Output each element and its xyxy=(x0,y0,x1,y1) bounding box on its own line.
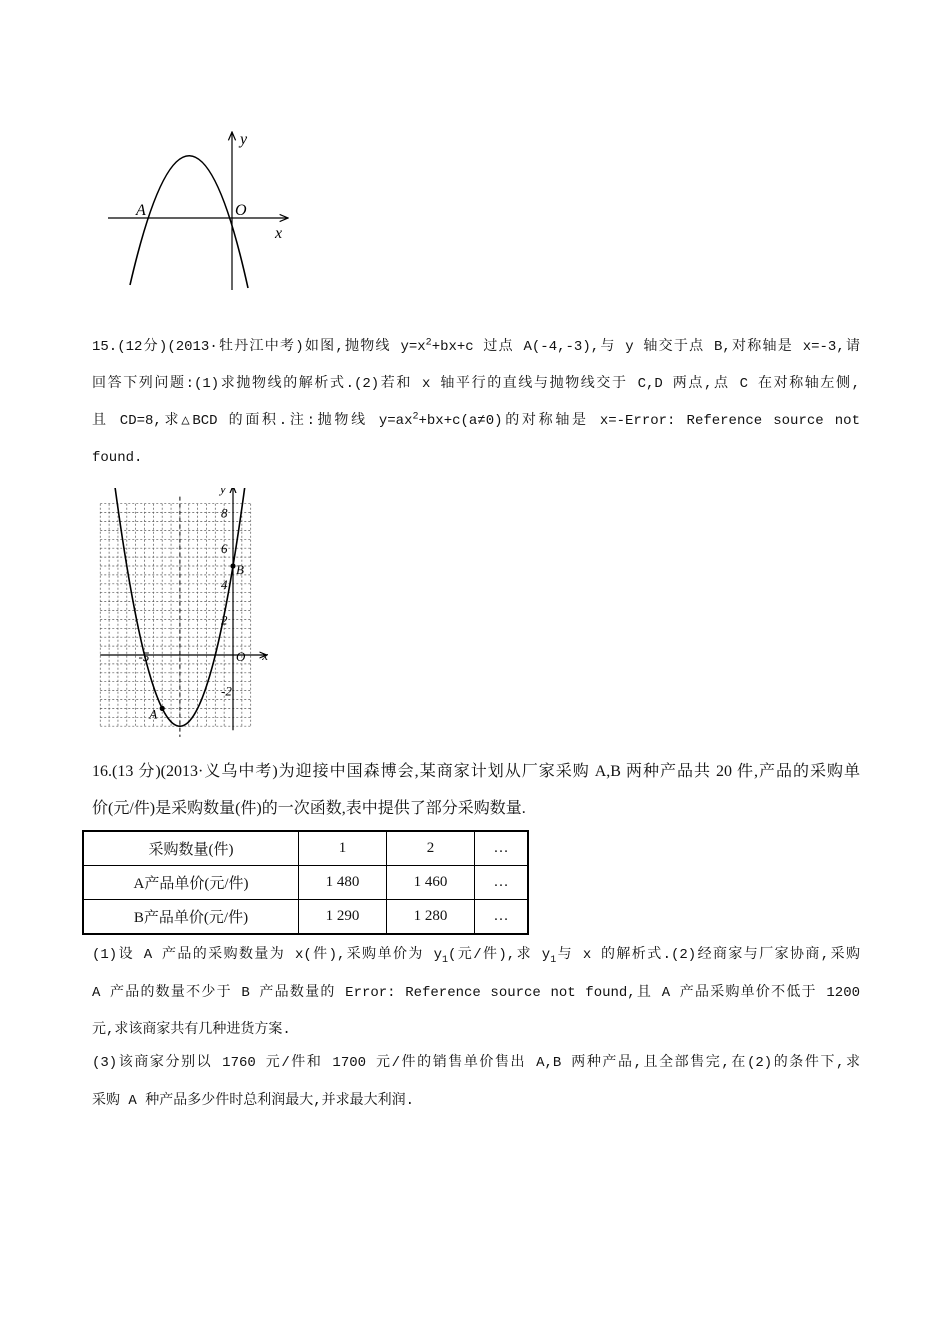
point-a-marker xyxy=(160,706,165,711)
y-tick-label: 2 xyxy=(221,612,228,628)
problem-16-question-2-line-2: A 产品的数量不少于 B 产品数量的 Error: Reference source not found,且 A 产品采购单价不低于 1200 xyxy=(92,985,860,1001)
table-cell: 1 290 xyxy=(299,900,387,935)
problem-15-line-3: 且 CD=8,求△BCD 的面积.注:抛物线 $y=ax^2+bx+c(a\ne 0)$的对称轴是 x=-Error: Reference source not xyxy=(92,411,860,429)
table-cell: 采购数量(件) xyxy=(83,831,299,866)
point-b-marker xyxy=(230,563,235,568)
table-row xyxy=(83,831,528,866)
problem-15-line-1: 15.(12分)(2013·牡丹江中考)如图,抛物线 $y=x^2+bx+c$ 过点 A(-4,-3),与 y 轴交于点 B,对称轴是 x=-3,请 xyxy=(92,337,860,355)
problem-16-question-1: (1)设 A 产品的采购数量为 x(件),采购单价为 $y_1$(元/件),求 $y_1$与 x 的解析式.(2)经商家与厂家协商,采购 xyxy=(92,947,860,966)
table-cell: 1 460 xyxy=(387,866,475,900)
parabola-figure-1 xyxy=(100,120,300,295)
y-tick-label: -2 xyxy=(221,683,232,699)
y-axis-label: y xyxy=(220,488,226,497)
x-axis-label: x xyxy=(262,648,268,663)
problem-16-question-2-line-3: 元,求该商家共有几种进货方案. xyxy=(92,1022,291,1038)
point-a-label: A xyxy=(149,706,158,722)
parabola-curve xyxy=(130,156,248,288)
origin-label: O xyxy=(235,202,247,219)
problem-15-line-4: found. xyxy=(92,450,143,466)
table-cell: … xyxy=(475,900,529,935)
problem-16-line-2: 价(元/件)是采购数量(件)的一次函数,表中提供了部分采购数量. xyxy=(92,800,526,817)
origin-label: O xyxy=(236,649,246,664)
table-cell: 2 xyxy=(387,831,475,866)
table-cell: … xyxy=(475,831,529,866)
table-cell: B产品单价(元/件) xyxy=(83,900,299,935)
x-tick-label: -5 xyxy=(138,649,150,664)
table-cell: 1 480 xyxy=(299,866,387,900)
table-cell: 1 280 xyxy=(387,900,475,935)
y-tick-label: 4 xyxy=(221,576,228,592)
problem-16-line-1: 16.(13 分)(2013·义乌中考)为迎接中国森博会,某商家计划从厂家采购 A,B 两种产品共 20 件,产品的采购单 xyxy=(92,763,860,780)
y-axis-label: y xyxy=(240,131,248,148)
problem-15-line-2: 回答下列问题:(1)求抛物线的解析式.(2)若和 x 轴平行的直线与抛物线交于 C,D 两点,点 C 在对称轴左侧, xyxy=(92,376,860,392)
problem-16-question-3-line-1: (3)该商家分别以 1760 元/件和 1700 元/件的销售单价售出 A,B 两种产品,且全部售完,在(2)的条件下,求 xyxy=(92,1055,860,1071)
point-b-label: B xyxy=(236,562,244,577)
table-cell: … xyxy=(475,866,529,900)
table-row xyxy=(83,900,528,935)
table-cell: 1 xyxy=(299,831,387,866)
table-row xyxy=(83,866,528,900)
point-a-label: A xyxy=(136,202,146,219)
parabola-grid-chart xyxy=(92,488,282,738)
y-tick-label: 6 xyxy=(221,541,228,557)
x-axis-label: x xyxy=(275,225,283,242)
price-table xyxy=(82,830,529,935)
table-cell: A产品单价(元/件) xyxy=(83,866,299,900)
problem-16-question-3-line-2: 采购 A 种产品多少件时总利润最大,并求最大利润. xyxy=(92,1093,415,1109)
y-tick-label: 8 xyxy=(221,505,228,521)
